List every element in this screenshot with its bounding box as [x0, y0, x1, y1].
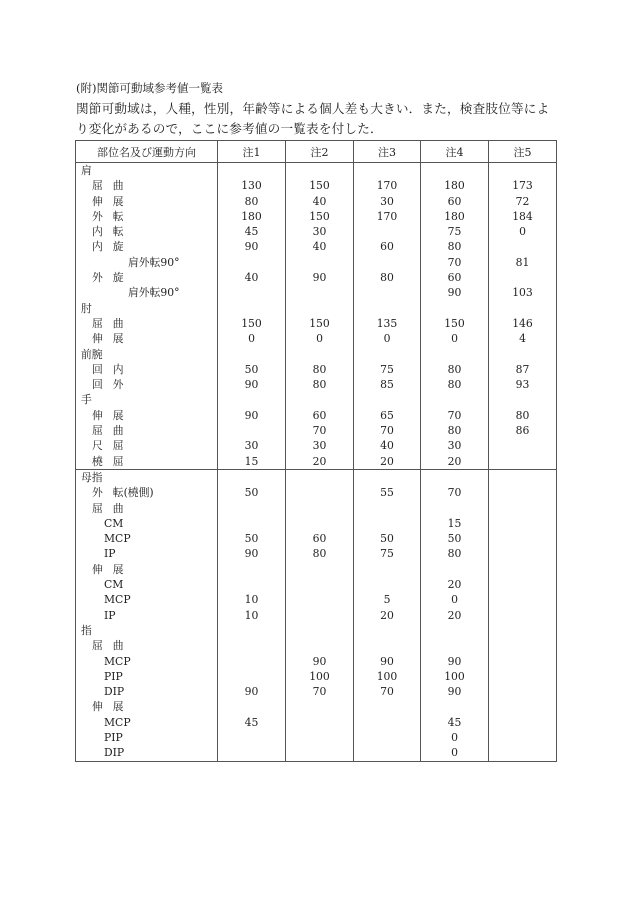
- value-note-1: 15: [218, 454, 286, 470]
- value-note-4: 80: [421, 377, 489, 392]
- value-note-5: [489, 438, 557, 453]
- value-note-3: 170: [354, 178, 421, 193]
- value-note-4: 80: [421, 423, 489, 438]
- value-note-5: 0: [489, 224, 557, 239]
- value-note-3: [354, 285, 421, 300]
- value-note-1: [218, 654, 286, 669]
- table-row: [76, 347, 557, 362]
- row-label: 屈 曲: [76, 316, 218, 331]
- value-note-3: 50: [354, 531, 421, 546]
- value-note-2: [286, 745, 354, 761]
- value-note-4: [421, 392, 489, 407]
- value-note-4: 70: [421, 408, 489, 423]
- value-note-4: [421, 163, 489, 179]
- value-note-3: [354, 577, 421, 592]
- value-note-5: 4: [489, 331, 557, 346]
- table-row: [76, 669, 557, 684]
- row-label: DIP: [76, 745, 218, 761]
- value-note-1: [218, 638, 286, 653]
- value-note-4: 150: [421, 316, 489, 331]
- table-caption: (附)関節可動域参考値一覧表: [76, 81, 223, 95]
- value-note-3: 135: [354, 316, 421, 331]
- value-note-5: [489, 301, 557, 316]
- value-note-5: 146: [489, 316, 557, 331]
- value-note-1: [218, 423, 286, 438]
- value-note-1: 50: [218, 485, 286, 500]
- table-row: [76, 331, 557, 346]
- value-note-1: [218, 501, 286, 516]
- table-row: [76, 392, 557, 407]
- header-note-2: 注2: [286, 141, 354, 163]
- value-note-4: 90: [421, 684, 489, 699]
- row-label: DIP: [76, 684, 218, 699]
- table-row: [76, 501, 557, 516]
- value-note-3: 5: [354, 592, 421, 607]
- value-note-4: 100: [421, 669, 489, 684]
- value-note-1: [218, 392, 286, 407]
- value-note-2: 80: [286, 377, 354, 392]
- value-note-2: 20: [286, 454, 354, 470]
- row-label: 伸 展: [76, 562, 218, 577]
- row-label: MCP: [76, 715, 218, 730]
- value-note-3: [354, 469, 421, 485]
- table-row: [76, 362, 557, 377]
- value-note-1: [218, 255, 286, 270]
- value-note-2: [286, 608, 354, 623]
- value-note-5: 87: [489, 362, 557, 377]
- value-note-1: 50: [218, 362, 286, 377]
- value-note-3: 70: [354, 684, 421, 699]
- value-note-4: 0: [421, 331, 489, 346]
- table-row: [76, 608, 557, 623]
- table-row: [76, 209, 557, 224]
- value-note-5: [489, 684, 557, 699]
- value-note-2: [286, 163, 354, 179]
- value-note-3: [354, 224, 421, 239]
- value-note-2: 80: [286, 362, 354, 377]
- value-note-3: 75: [354, 546, 421, 561]
- table-row: [76, 654, 557, 669]
- value-note-5: [489, 239, 557, 254]
- row-label: CM: [76, 516, 218, 531]
- value-note-5: [489, 392, 557, 407]
- value-note-2: [286, 516, 354, 531]
- value-note-2: 150: [286, 316, 354, 331]
- row-label: 屈 曲: [76, 178, 218, 193]
- value-note-3: [354, 638, 421, 653]
- value-note-5: [489, 654, 557, 669]
- row-label: 肩外転90°: [76, 255, 218, 270]
- value-note-1: 10: [218, 592, 286, 607]
- value-note-4: [421, 638, 489, 653]
- value-note-3: 65: [354, 408, 421, 423]
- value-note-1: 150: [218, 316, 286, 331]
- value-note-1: [218, 469, 286, 485]
- table-row: [76, 531, 557, 546]
- value-note-1: [218, 577, 286, 592]
- header-note-5: 注5: [489, 141, 557, 163]
- group-upper-limb: [76, 163, 557, 470]
- value-note-1: 45: [218, 224, 286, 239]
- value-note-1: [218, 347, 286, 362]
- value-note-4: 90: [421, 285, 489, 300]
- value-note-1: 10: [218, 608, 286, 623]
- value-note-5: [489, 699, 557, 714]
- value-note-5: [489, 270, 557, 285]
- value-note-1: [218, 669, 286, 684]
- value-note-2: 40: [286, 239, 354, 254]
- table-row: [76, 423, 557, 438]
- table-row: [76, 255, 557, 270]
- value-note-3: [354, 715, 421, 730]
- value-note-3: [354, 516, 421, 531]
- value-note-2: [286, 638, 354, 653]
- value-note-5: 80: [489, 408, 557, 423]
- value-note-5: [489, 669, 557, 684]
- row-label: 手: [76, 392, 218, 407]
- row-label: 回 外: [76, 377, 218, 392]
- value-note-1: 180: [218, 209, 286, 224]
- value-note-5: 103: [489, 285, 557, 300]
- row-label: PIP: [76, 669, 218, 684]
- value-note-4: 15: [421, 516, 489, 531]
- value-note-1: 90: [218, 546, 286, 561]
- value-note-2: 40: [286, 194, 354, 209]
- value-note-2: [286, 469, 354, 485]
- table-row: [76, 178, 557, 193]
- value-note-4: 180: [421, 178, 489, 193]
- value-note-4: 20: [421, 608, 489, 623]
- row-label: 伸 展: [76, 331, 218, 346]
- value-note-3: 100: [354, 669, 421, 684]
- table-row: [76, 469, 557, 485]
- row-label: MCP: [76, 531, 218, 546]
- value-note-4: 90: [421, 654, 489, 669]
- value-note-1: 90: [218, 377, 286, 392]
- value-note-5: 173: [489, 178, 557, 193]
- table-row: [76, 316, 557, 331]
- value-note-1: [218, 699, 286, 714]
- row-label: 指: [76, 623, 218, 638]
- value-note-4: 60: [421, 270, 489, 285]
- table-row: [76, 377, 557, 392]
- table-row: [76, 577, 557, 592]
- row-label: 伸 展: [76, 699, 218, 714]
- value-note-5: 184: [489, 209, 557, 224]
- row-label: MCP: [76, 592, 218, 607]
- table-row: [76, 408, 557, 423]
- value-note-4: 80: [421, 546, 489, 561]
- value-note-5: [489, 501, 557, 516]
- value-note-5: [489, 592, 557, 607]
- value-note-3: [354, 562, 421, 577]
- table-row: [76, 562, 557, 577]
- value-note-4: [421, 501, 489, 516]
- row-label: 内 旋: [76, 239, 218, 254]
- value-note-2: [286, 485, 354, 500]
- table-row: [76, 684, 557, 699]
- row-label: 屈 曲: [76, 501, 218, 516]
- value-note-1: 50: [218, 531, 286, 546]
- value-note-4: 45: [421, 715, 489, 730]
- row-label: PIP: [76, 730, 218, 745]
- row-label: CM: [76, 577, 218, 592]
- value-note-2: [286, 699, 354, 714]
- value-note-3: 70: [354, 423, 421, 438]
- intro-paragraph: 関節可動域は，人種，性別，年齢等による個人差も大きい．また，検査肢位等により変化があるので，ここに参考値の一覧表を付した．: [76, 101, 550, 136]
- value-note-2: [286, 623, 354, 638]
- value-note-3: [354, 623, 421, 638]
- value-note-5: [489, 163, 557, 179]
- value-note-5: [489, 638, 557, 653]
- table-row: [76, 285, 557, 300]
- group-hand-fingers: [76, 469, 557, 761]
- value-note-3: [354, 301, 421, 316]
- value-note-4: [421, 562, 489, 577]
- row-label: 肩外転90°: [76, 285, 218, 300]
- row-label: 外 転: [76, 209, 218, 224]
- value-note-2: 90: [286, 270, 354, 285]
- value-note-1: 80: [218, 194, 286, 209]
- table-row: [76, 224, 557, 239]
- value-note-4: [421, 623, 489, 638]
- table-header-row: [76, 141, 557, 163]
- value-note-5: [489, 347, 557, 362]
- value-note-3: 170: [354, 209, 421, 224]
- range-of-motion-table: [75, 140, 557, 762]
- table-row: [76, 546, 557, 561]
- value-note-5: [489, 715, 557, 730]
- value-note-3: 30: [354, 194, 421, 209]
- value-note-5: [489, 623, 557, 638]
- value-note-4: 0: [421, 592, 489, 607]
- value-note-3: 85: [354, 377, 421, 392]
- value-note-2: [286, 347, 354, 362]
- table-row: [76, 623, 557, 638]
- table-row: [76, 638, 557, 653]
- row-label: 伸 展: [76, 194, 218, 209]
- value-note-3: [354, 730, 421, 745]
- value-note-1: [218, 562, 286, 577]
- value-note-3: [354, 392, 421, 407]
- value-note-2: [286, 392, 354, 407]
- value-note-5: [489, 730, 557, 745]
- value-note-3: [354, 501, 421, 516]
- value-note-1: 90: [218, 408, 286, 423]
- value-note-2: [286, 730, 354, 745]
- value-note-2: 150: [286, 209, 354, 224]
- value-note-2: [286, 715, 354, 730]
- value-note-4: 20: [421, 577, 489, 592]
- value-note-2: 0: [286, 331, 354, 346]
- value-note-3: [354, 163, 421, 179]
- value-note-3: [354, 745, 421, 761]
- value-note-4: 75: [421, 224, 489, 239]
- value-note-4: 60: [421, 194, 489, 209]
- value-note-1: [218, 163, 286, 179]
- value-note-2: [286, 301, 354, 316]
- value-note-5: [489, 531, 557, 546]
- value-note-4: 0: [421, 745, 489, 761]
- row-label: 母指: [76, 469, 218, 485]
- value-note-3: [354, 699, 421, 714]
- value-note-3: 60: [354, 239, 421, 254]
- table-row: [76, 194, 557, 209]
- value-note-4: 80: [421, 239, 489, 254]
- value-note-3: 90: [354, 654, 421, 669]
- value-note-5: [489, 745, 557, 761]
- value-note-5: [489, 516, 557, 531]
- row-label: IP: [76, 608, 218, 623]
- value-note-3: [354, 347, 421, 362]
- table-row: [76, 730, 557, 745]
- header-note-1: 注1: [218, 141, 286, 163]
- value-note-5: [489, 469, 557, 485]
- header-part-direction: 部位名及び運動方向: [76, 141, 218, 163]
- row-label: 橈 屈: [76, 454, 218, 470]
- row-label: 内 転: [76, 224, 218, 239]
- row-label: 肩: [76, 163, 218, 179]
- row-label: 外 旋: [76, 270, 218, 285]
- value-note-1: [218, 623, 286, 638]
- header-note-4: 注4: [421, 141, 489, 163]
- value-note-2: 80: [286, 546, 354, 561]
- value-note-1: [218, 285, 286, 300]
- row-label: 尺 屈: [76, 438, 218, 453]
- row-label: MCP: [76, 654, 218, 669]
- value-note-5: 86: [489, 423, 557, 438]
- value-note-1: 0: [218, 331, 286, 346]
- value-note-4: 0: [421, 730, 489, 745]
- value-note-2: [286, 255, 354, 270]
- value-note-1: [218, 301, 286, 316]
- table-row: [76, 715, 557, 730]
- table-row: [76, 270, 557, 285]
- value-note-1: 130: [218, 178, 286, 193]
- value-note-3: 75: [354, 362, 421, 377]
- table-row: [76, 516, 557, 531]
- value-note-5: [489, 454, 557, 470]
- value-note-3: 0: [354, 331, 421, 346]
- value-note-4: [421, 301, 489, 316]
- value-note-2: [286, 592, 354, 607]
- value-note-2: 30: [286, 438, 354, 453]
- value-note-3: 80: [354, 270, 421, 285]
- table-row: [76, 301, 557, 316]
- value-note-3: [354, 255, 421, 270]
- value-note-4: 70: [421, 485, 489, 500]
- value-note-2: [286, 501, 354, 516]
- table-row: [76, 745, 557, 761]
- value-note-4: [421, 347, 489, 362]
- value-note-1: [218, 516, 286, 531]
- value-note-4: [421, 469, 489, 485]
- value-note-2: 60: [286, 531, 354, 546]
- row-label: 外 転(橈側): [76, 485, 218, 500]
- row-label: 屈 曲: [76, 423, 218, 438]
- value-note-1: [218, 730, 286, 745]
- value-note-1: 30: [218, 438, 286, 453]
- value-note-1: 90: [218, 239, 286, 254]
- value-note-3: 20: [354, 608, 421, 623]
- value-note-3: 20: [354, 454, 421, 470]
- value-note-1: 40: [218, 270, 286, 285]
- value-note-1: [218, 745, 286, 761]
- value-note-5: [489, 608, 557, 623]
- header-note-3: 注3: [354, 141, 421, 163]
- value-note-2: 150: [286, 178, 354, 193]
- row-label: 肘: [76, 301, 218, 316]
- value-note-4: [421, 699, 489, 714]
- row-label: 伸 展: [76, 408, 218, 423]
- value-note-3: 40: [354, 438, 421, 453]
- value-note-4: 50: [421, 531, 489, 546]
- value-note-2: [286, 562, 354, 577]
- value-note-5: [489, 485, 557, 500]
- row-label: 前腕: [76, 347, 218, 362]
- value-note-4: 180: [421, 209, 489, 224]
- value-note-1: 45: [218, 715, 286, 730]
- row-label: 回 内: [76, 362, 218, 377]
- value-note-5: [489, 577, 557, 592]
- value-note-4: 80: [421, 362, 489, 377]
- value-note-2: [286, 285, 354, 300]
- value-note-2: 70: [286, 423, 354, 438]
- table-row: [76, 163, 557, 179]
- value-note-4: 20: [421, 454, 489, 470]
- value-note-2: 30: [286, 224, 354, 239]
- table-row: [76, 485, 557, 500]
- value-note-2: 70: [286, 684, 354, 699]
- value-note-3: 55: [354, 485, 421, 500]
- table-row: [76, 239, 557, 254]
- row-label: IP: [76, 546, 218, 561]
- value-note-4: 30: [421, 438, 489, 453]
- table-row: [76, 438, 557, 453]
- value-note-2: [286, 577, 354, 592]
- value-note-5: [489, 546, 557, 561]
- value-note-5: 93: [489, 377, 557, 392]
- row-label: 屈 曲: [76, 638, 218, 653]
- table-row: [76, 454, 557, 470]
- value-note-4: 70: [421, 255, 489, 270]
- value-note-2: 60: [286, 408, 354, 423]
- value-note-1: 90: [218, 684, 286, 699]
- table-row: [76, 592, 557, 607]
- table-row: [76, 699, 557, 714]
- value-note-5: [489, 562, 557, 577]
- value-note-5: 72: [489, 194, 557, 209]
- value-note-2: 100: [286, 669, 354, 684]
- value-note-2: 90: [286, 654, 354, 669]
- value-note-5: 81: [489, 255, 557, 270]
